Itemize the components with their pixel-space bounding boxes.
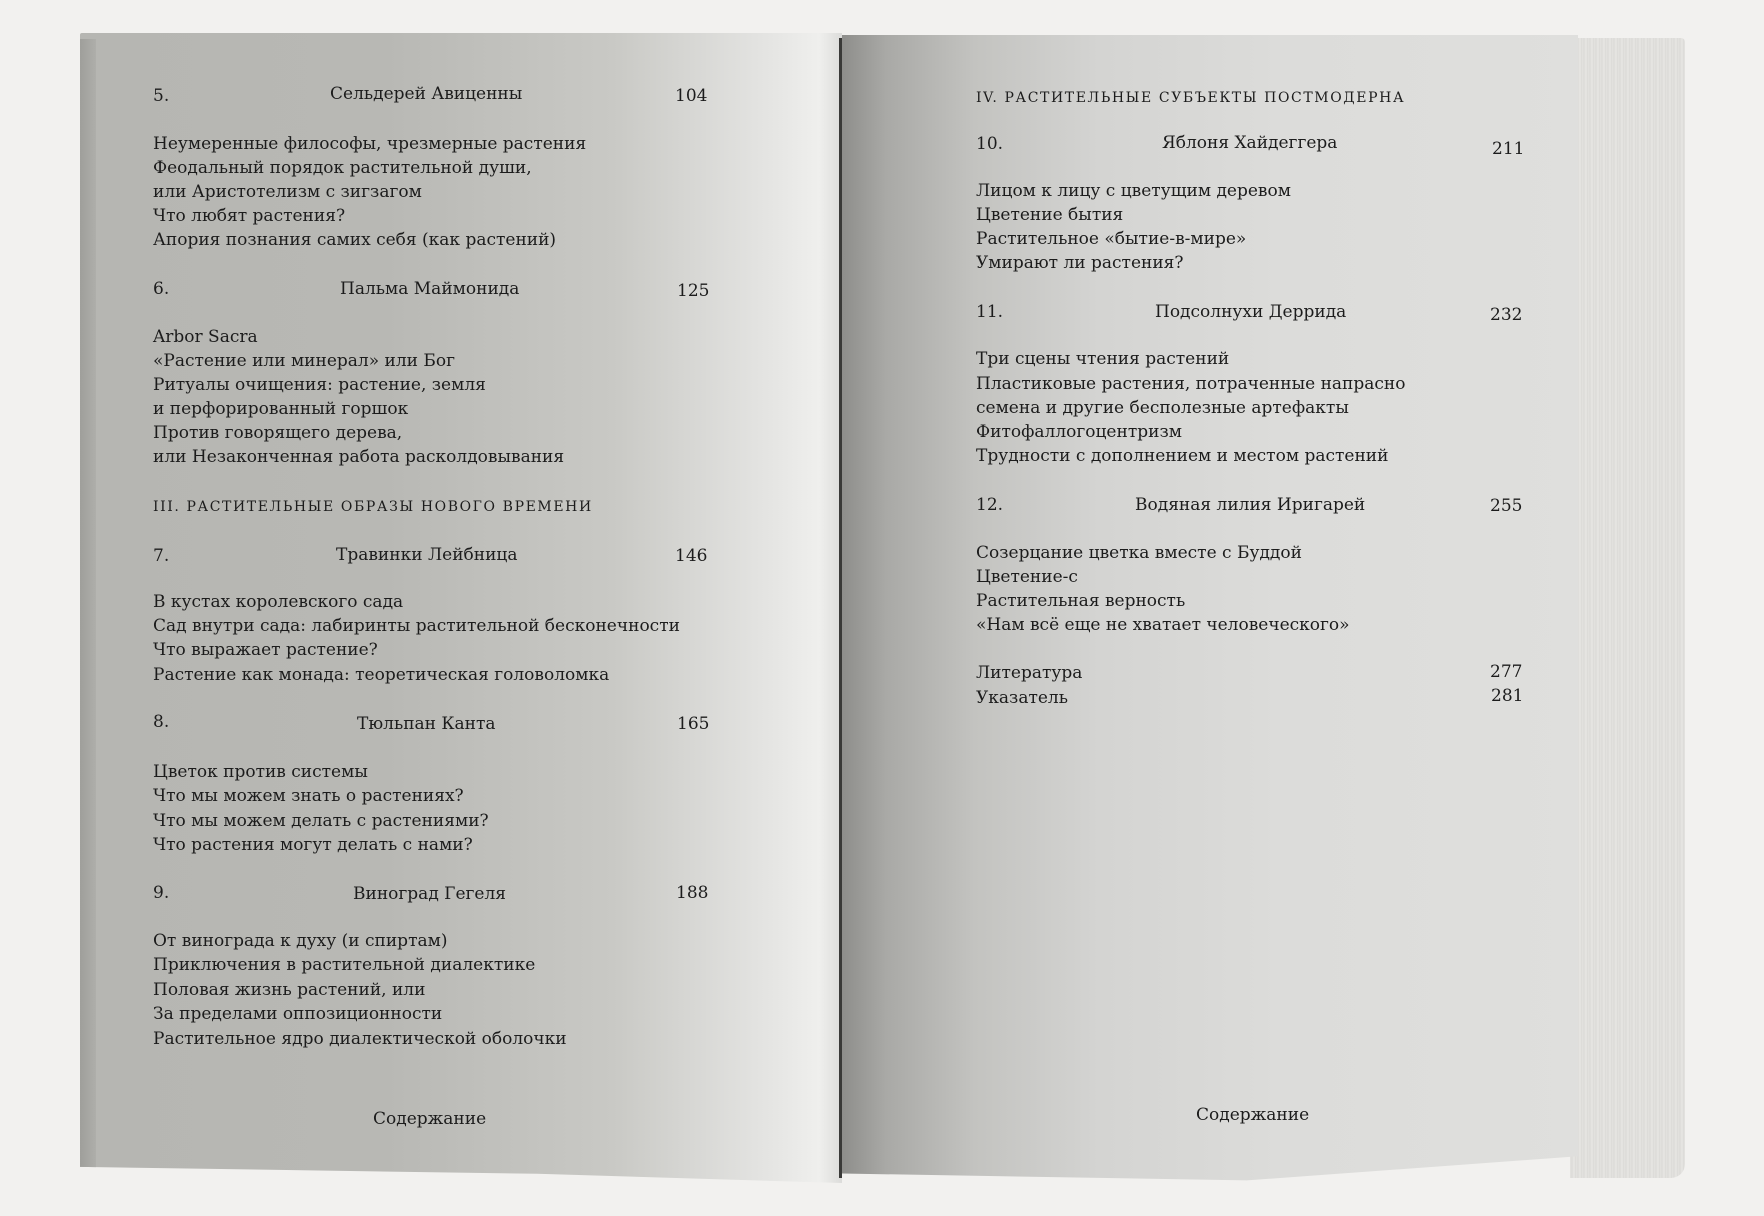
chapter-title: Виноград Гегеля: [353, 884, 506, 904]
subsection: Растение как монада: теоретическая головоломка: [153, 665, 610, 685]
subsection: или Незаконченная работа расколдовывания: [153, 447, 565, 467]
part-heading: III. РАСТИТЕЛЬНЫЕ ОБРАЗЫ НОВОГО ВРЕМЕНИ: [153, 499, 593, 515]
chapter-page: 255: [1490, 496, 1523, 516]
chapter-title: Подсолнухи Деррида: [1155, 302, 1347, 322]
chapter-number: 5.: [153, 86, 170, 106]
subsection: «Нам всё еще не хватает человеческого»: [976, 615, 1350, 635]
subsection: или Аристотелизм с зигзагом: [153, 182, 422, 202]
subsection: Что любят растения?: [153, 206, 346, 226]
subsection: Arbor Sacra: [153, 327, 258, 347]
running-footer: Содержание: [373, 1109, 487, 1129]
subsection: Апория познания самих себя (как растений): [153, 230, 557, 250]
chapter-number: 10.: [976, 134, 1004, 154]
subsection: Пластиковые растения, потраченные напрасно: [976, 374, 1406, 394]
chapter-title: Яблоня Хайдеггера: [1162, 133, 1338, 153]
subsection: Трудности с дополнением и местом растений: [976, 446, 1389, 466]
subsection: От винограда к духу (и спиртам): [153, 931, 448, 951]
subsection: Лицом к лицу с цветущим деревом: [976, 181, 1291, 201]
chapter-title: Травинки Лейбница: [336, 545, 518, 565]
subsection: семена и другие бесполезные артефакты: [976, 398, 1349, 418]
subsection: Фитофаллогоцентризм: [976, 422, 1182, 442]
chapter-number: 9.: [153, 883, 170, 903]
subsection: «Растение или минерал» или Бог: [153, 351, 456, 371]
chapter-page: 104: [675, 86, 708, 106]
chapter-number: 11.: [976, 302, 1004, 322]
subsection: В кустах королевского сада: [153, 592, 404, 612]
subsection: Сад внутри сада: лабиринты растительной бесконечности: [153, 616, 680, 636]
subsection: Что выражает растение?: [153, 640, 378, 660]
chapter-title: Тюльпан Канта: [357, 714, 496, 734]
chapter-number: 12.: [976, 495, 1004, 515]
running-footer: Содержание: [1196, 1105, 1310, 1125]
subsection: Умирают ли растения?: [976, 253, 1184, 273]
back-matter-page: 277: [1490, 662, 1523, 682]
part-heading: IV. РАСТИТЕЛЬНЫЕ СУБЪЕКТЫ ПОСТМОДЕРНА: [976, 90, 1406, 106]
chapter-page: 146: [675, 546, 708, 566]
subsection: Цветок против системы: [153, 762, 368, 782]
back-matter-page: 281: [1491, 686, 1524, 706]
subsection: Ритуалы очищения: растение, земля: [153, 375, 486, 395]
subsection: Против говорящего дерева,: [153, 423, 403, 443]
chapter-number: 8.: [153, 712, 170, 732]
subsection: Растительное «бытие-в-мире»: [976, 229, 1247, 249]
subsection: Неумеренные философы, чрезмерные растения: [153, 134, 587, 154]
subsection: Что мы можем делать с растениями?: [153, 811, 489, 831]
subsection: За пределами оппозиционности: [153, 1004, 443, 1024]
subsection: и перфорированный горшок: [153, 399, 409, 419]
left-page-edge: [80, 39, 96, 1189]
page-stack-edge: [1570, 38, 1685, 1178]
subsection: Три сцены чтения растений: [976, 349, 1230, 369]
chapter-page: 211: [1492, 139, 1525, 159]
subsection: Феодальный порядок растительной души,: [153, 158, 532, 178]
subsection: Что растения могут делать с нами?: [153, 835, 473, 855]
subsection: Половая жизнь растений, или: [153, 980, 426, 1000]
chapter-page: 188: [676, 883, 709, 903]
chapter-page: 165: [677, 714, 710, 734]
subsection: Цветение бытия: [976, 205, 1124, 225]
chapter-page: 125: [677, 281, 710, 301]
chapter-title: Сельдерей Авиценны: [330, 84, 523, 104]
subsection: Цветение-с: [976, 567, 1078, 587]
subsection: Что мы можем знать о растениях?: [153, 786, 464, 806]
chapter-title: Пальма Маймонида: [340, 279, 520, 299]
subsection: Растительная верность: [976, 591, 1186, 611]
back-matter-title: Указатель: [976, 688, 1068, 708]
book-spine: [839, 38, 842, 1178]
right-page: [842, 35, 1578, 1185]
chapter-title: Водяная лилия Иригарей: [1135, 495, 1366, 515]
chapter-page: 232: [1490, 305, 1523, 325]
back-matter-title: Литература: [976, 663, 1083, 683]
subsection: Растительное ядро диалектической оболочки: [153, 1029, 567, 1049]
chapter-number: 7.: [153, 546, 170, 566]
chapter-number: 6.: [153, 279, 170, 299]
subsection: Приключения в растительной диалектике: [153, 955, 536, 975]
subsection: Созерцание цветка вместе с Буддой: [976, 543, 1302, 563]
